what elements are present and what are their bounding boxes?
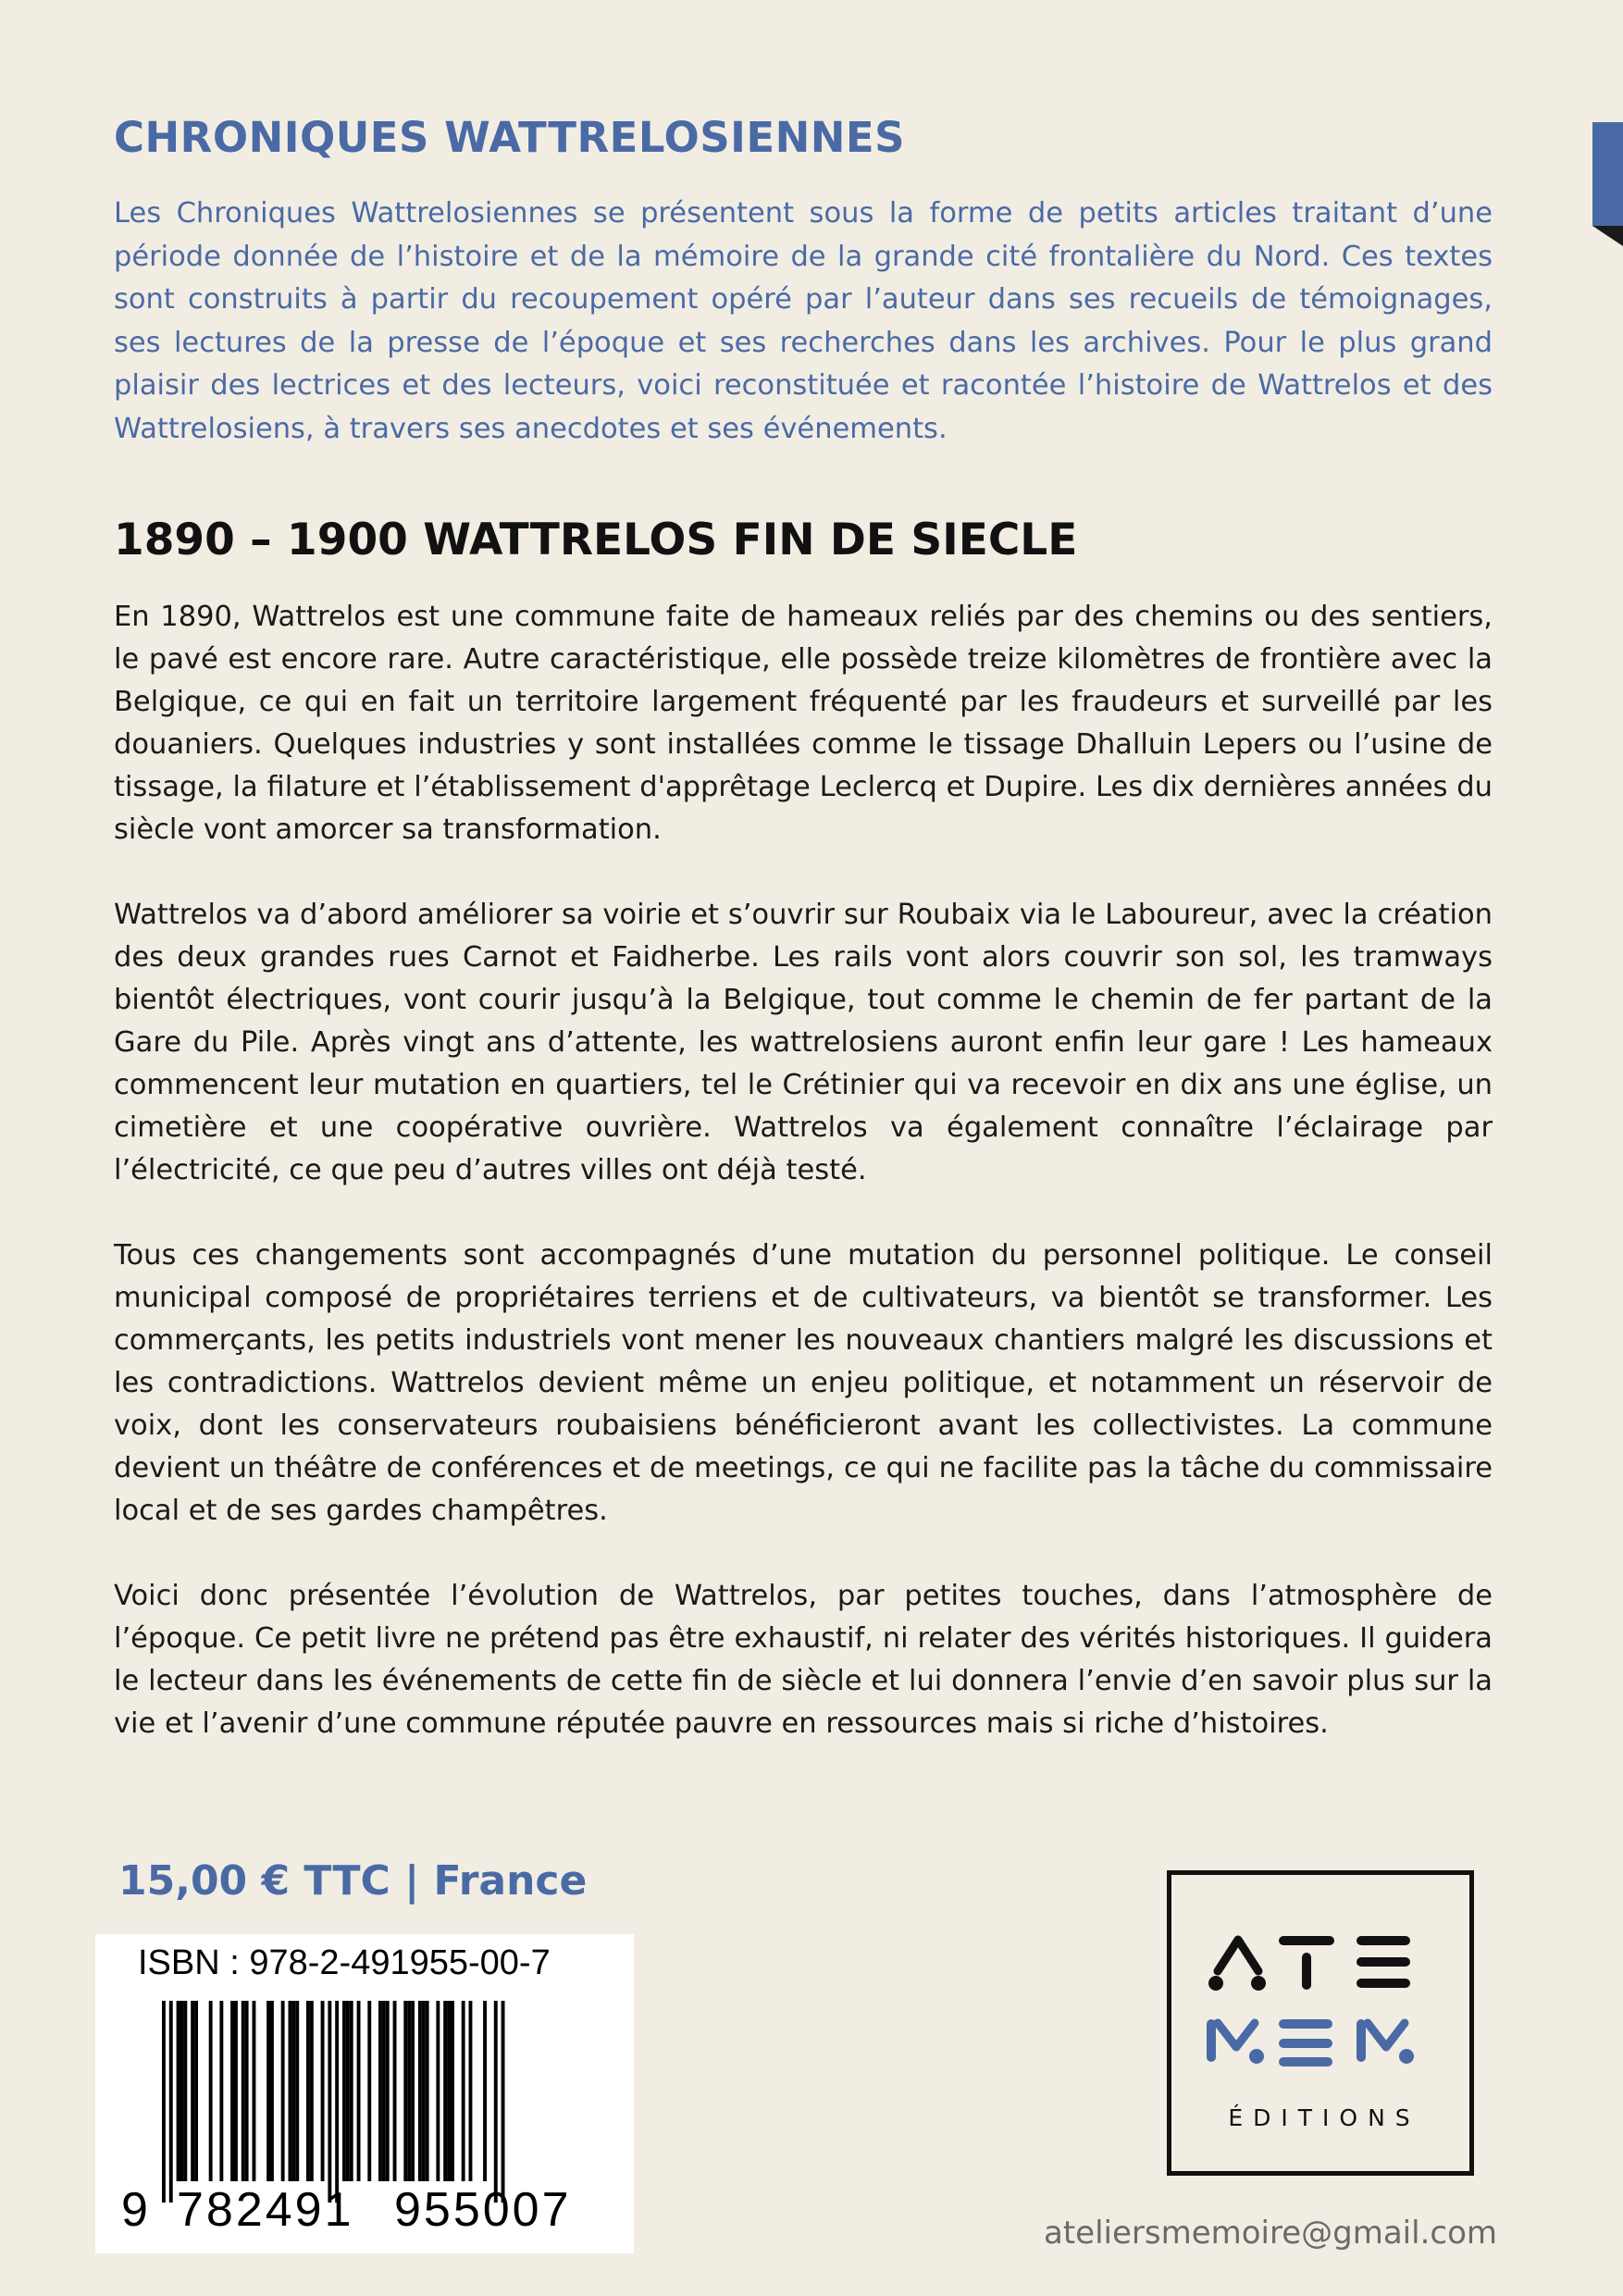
barcode-bar xyxy=(242,2001,245,2181)
summary-paragraph-3: Tous ces changements sont accompagnés d’une mutation du personnel politique. Le conseil municipal composé de propriétaires terriens et de cultivateurs, va bientôt se transformer. Les commerçants, les petits industriels vont mener les nouveaux chantiers malgré les discussions et les contradictions. Wattrelos devient même un enjeu politique, et notamment un réservoir de voix, dont les conservateurs roubaisiens bénéficieront avant les collectivistes. La commune devient un théâtre de conférences et de meetings, ce qui ne facilite pas la tâche du commissaire local et de ses gardes champêtres. xyxy=(114,1239,1493,1527)
barcode-bar xyxy=(418,2001,422,2181)
barcode-bar xyxy=(289,2001,292,2181)
barcode-bar xyxy=(234,2001,238,2181)
barcode-bar xyxy=(245,2001,249,2181)
barcode-bar xyxy=(407,2001,411,2181)
barcode-bar xyxy=(357,2001,361,2181)
barcode-bar xyxy=(253,2001,256,2181)
barcode-bar xyxy=(219,2001,223,2181)
barcode-bar xyxy=(411,2001,415,2181)
barcode-bar xyxy=(451,2001,454,2181)
barcode-bar xyxy=(393,2001,397,2181)
barcode-bar xyxy=(328,2001,331,2203)
summary-paragraph-1: En 1890, Wattrelos est une commune faite de hameaux reliés par des chemins ou des sentiers, le pavé est encore rare. Autre caractéristique, elle possède treize kilomètres de frontière avec la Belgique, ce qui en fait un territoire largement fréquenté par les fraudeurs et surveillé par les douaniers. Quelques industries y sont installées comme le tissage Dhalluin Lepers ou l’usine de tissage, la filature et l’établissement d'apprêtage Leclercq et Dupire. Les dix dernières années du siècle vont amorcer sa transformation. xyxy=(114,601,1493,846)
book-summary xyxy=(114,596,1493,1788)
barcode-bar xyxy=(291,2001,295,2181)
barcode-bar xyxy=(422,2001,426,2181)
barcode-bar xyxy=(469,2001,473,2181)
barcode-bar xyxy=(281,2001,285,2181)
barcode-bar xyxy=(403,2001,407,2181)
barcode-bar xyxy=(295,2001,299,2181)
barcode-bar xyxy=(321,2001,325,2181)
price-label: 15,00 € TTC | France xyxy=(118,1857,588,1905)
barcode-bar xyxy=(177,2001,180,2181)
barcode-bar xyxy=(194,2001,198,2181)
ean-right-digits: 955007 xyxy=(394,2183,572,2237)
spine-color-tab xyxy=(1592,122,1623,226)
barcode-bar xyxy=(335,2001,339,2203)
barcode-bar xyxy=(443,2001,447,2181)
barcode-bar xyxy=(378,2001,382,2181)
barcode-bar xyxy=(382,2001,386,2181)
barcode-bar xyxy=(266,2001,270,2181)
publisher-email: ateliersmemoire@gmail.com xyxy=(1044,2215,1497,2252)
barcode-bar xyxy=(367,2001,371,2181)
summary-paragraph-4: Voici donc présentée l’évolution de Wattrelos, par petites touches, dans l’atmosphère de l’époque. Ce petit livre ne prétend pas être exhaustif, ni relater des vérités historiques. Il guidera le lecteur dans les événements de cette fin de siècle et lui donnera l’envie d’en savoir plus sur la vie et l’avenir d’une commune réputée pauvre en ressources mais si riche d’histoires. xyxy=(114,1580,1493,1740)
barcode-bar xyxy=(180,2001,184,2181)
barcode-bar xyxy=(209,2001,213,2181)
spine-fold-corner xyxy=(1592,226,1623,246)
barcode-bar xyxy=(230,2001,234,2181)
isbn-label: ISBN : 978-2-491955-00-7 xyxy=(138,1943,551,1982)
logo-editions-label: ÉDITIONS xyxy=(1228,2104,1420,2131)
barcode-bar xyxy=(162,2001,166,2203)
barcode-bar xyxy=(386,2001,390,2181)
book-title: 1890 – 1900 WATTRELOS FIN DE SIECLE xyxy=(114,515,1078,565)
barcode-bar xyxy=(306,2001,310,2181)
barcode-bar xyxy=(270,2001,274,2181)
barcode-bar xyxy=(169,2001,173,2203)
barcode-bar xyxy=(447,2001,451,2181)
series-title: CHRONIQUES WATTRELOSIENNES xyxy=(114,113,906,162)
barcode-bar xyxy=(183,2001,187,2181)
ean-first-digit: 9 xyxy=(121,2183,148,2237)
barcode-bar xyxy=(502,2001,505,2203)
barcode-bar xyxy=(462,2001,465,2181)
barcode-bar xyxy=(191,2001,194,2181)
barcode-bar xyxy=(310,2001,314,2181)
barcode-bar xyxy=(483,2001,487,2181)
publisher-logo xyxy=(1167,1870,1474,2176)
barcode-bar xyxy=(436,2001,440,2181)
summary-paragraph-2: Wattrelos va d’abord améliorer sa voirie et s’ouvrir sur Roubaix via le Laboureur, avec la création des deux grandes rues Carnot et Faidherbe. Les rails vont alors couvrir son sol, les tramways bientôt électriques, vont courir jusqu’à la Belgique, tout comme le chemin de fer partant de la Gare du Pile. Après vingt ans d’attente, les wattrelosiens auront enfin leur gare ! Les hameaux commencent leur mutation en quartiers, tel le Crétinier qui va recevoir en dix ans une église, un cimetière et une coopérative ouvrière. Wattrelos va également connaître l’éclairage par l’électricité, ce que peu d’autres villes ont déjà testé. xyxy=(114,899,1493,1186)
barcode-bar xyxy=(342,2001,346,2181)
series-description: Les Chroniques Wattrelosiennes se présentent sous la forme de petits articles traitant d’une période donnée de l’histoire et de la mémoire de la grande cité frontalière du Nord. Ces textes sont construits à partir du recoupement opéré par l’auteur dans ses recueils de témoignages, ses lectures de la presse de l’époque et ses recherches dans les archives. Pour le plus grand plaisir des lectrices et des lecteurs, voici reconstituée et racontée l’histoire de Wattrelos et des Wattrelosiens, à travers ses anecdotes et ses événements. xyxy=(114,197,1493,445)
isbn-barcode xyxy=(95,1934,634,2253)
barcode-bar xyxy=(350,2001,353,2181)
barcode-bar xyxy=(426,2001,429,2181)
barcode-bar xyxy=(346,2001,350,2181)
barcode-bar xyxy=(494,2001,498,2203)
ean-left-digits: 782491 xyxy=(177,2183,354,2237)
